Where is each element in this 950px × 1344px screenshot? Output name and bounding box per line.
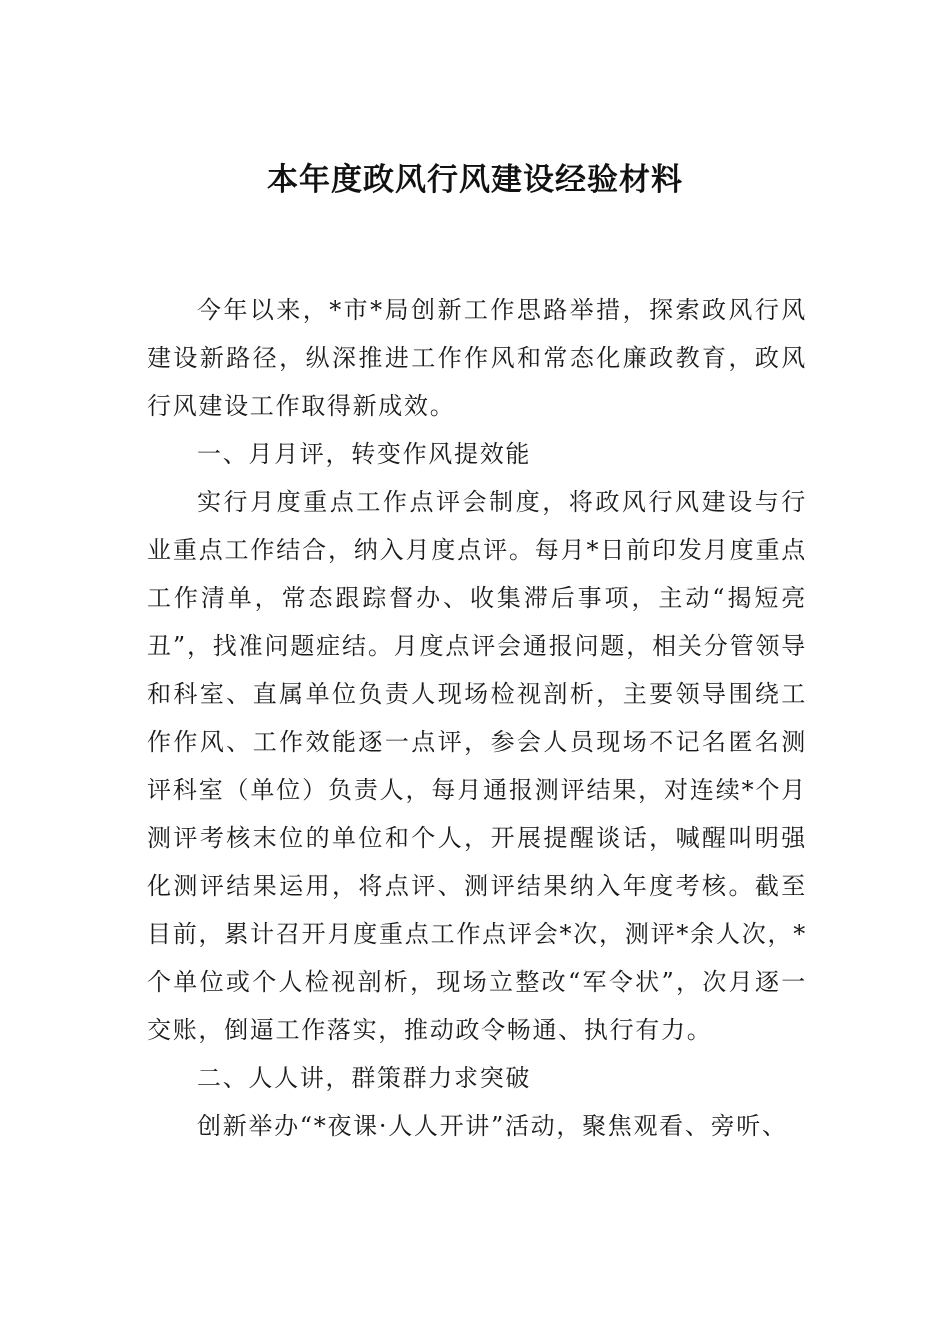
document-body — [147, 286, 807, 1150]
section-heading-1: 一、月月评，转变作风提效能 — [197, 440, 532, 468]
document-title: 本年度政风行风建设经验材料 — [267, 162, 683, 198]
paragraph-section-2: 创新举办“*夜课·人人开讲”活动，聚焦观看、旁听、 — [197, 1112, 788, 1140]
paragraph-intro: 今年以来，*市*局创新工作思路举措，探索政风行风建设新路径，纵深推进工作作风和常态化廉政教育，政风行风建设工作取得新成效。 — [147, 296, 807, 420]
paragraph-section-1: 实行月度重点工作点评会制度，将政风行风建设与行业重点工作结合，纳入月度点评。每月*日前印发月度重点工作清单，常态跟踪督办、收集滞后事项，主动“揭短亮丑”，找准问题症结。月度点评会通报问题，相关分管领导和科室、直属单位负责人现场检视剖析，主要领导围绕工作作风、工作效能逐一点评，参会人员现场不记名匿名测评科室（单位）负责人，每月通报测评结果，对连续*个月测评考核末位的单位和个人，开展提醒谈话，喊醒叫明强化测评结果运用，将点评、测评结果纳入年度考核。截至目前，累计召开月度重点工作点评会*次，测评*余人次，*个单位或个人检视剖析，现场立整改“军令状”，次月逐一交账，倒逼工作落实，推动政令畅通、执行有力。 — [147, 488, 807, 1044]
section-heading-2: 二、人人讲，群策群力求突破 — [197, 1064, 532, 1092]
